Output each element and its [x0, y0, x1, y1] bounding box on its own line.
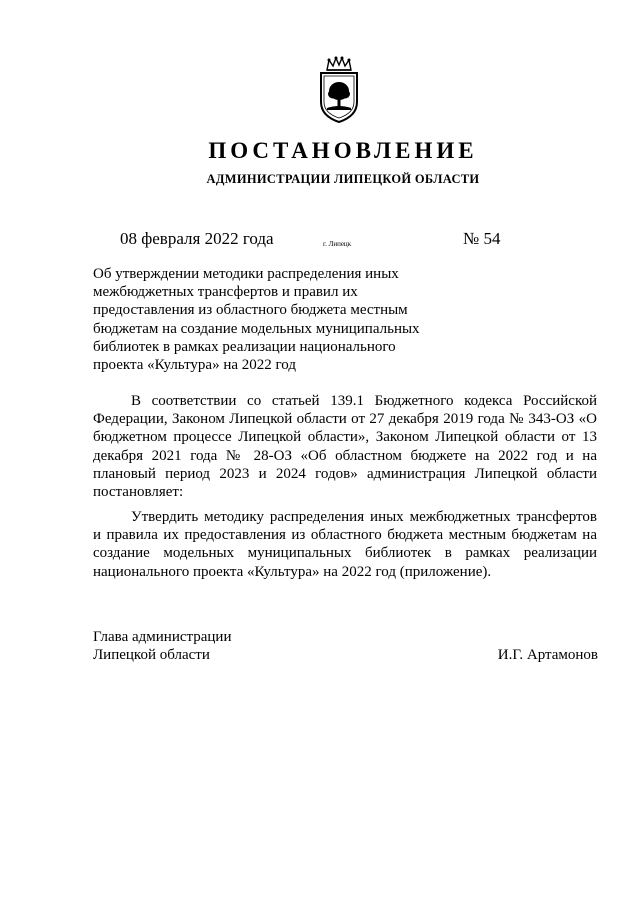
subject-line: межбюджетных трансфертов и правил их	[93, 284, 358, 301]
signer-position	[93, 628, 231, 664]
document-title: ПОСТАНОВЛЕНИЕ	[208, 138, 478, 163]
signer-position-line: Глава администрации	[93, 629, 232, 645]
subject-line: бюджетам на создание модельных муниципальных	[93, 320, 420, 337]
subject-line: Об утверждении методики распределения иных	[93, 266, 399, 282]
signer-name: И.Г. Артамонов	[497, 647, 598, 663]
document-city: г. Липецк	[323, 240, 352, 248]
document-date: 08 февраля 2022 года	[120, 229, 274, 248]
body-paragraph-preamble: В соответствии со статьей 139.1 Бюджетного кодекса Российской Федерации, Законом Липецкой области от 27 декабря 2019 года № 343-ОЗ «О бюджетном процессе Липецкой области», Законом Липецкой области от 13 декабря 2021 года № 28-ОЗ «Об областном бюджете на 2022 год и на плановый период 2023 и 2024 годов» администрация Липецкой области постановляет:	[93, 393, 597, 501]
document-subject	[93, 265, 433, 374]
subject-line: библиотек в рамках реализации национального	[93, 338, 396, 355]
coat-of-arms-icon	[313, 56, 365, 124]
subject-line: проекта «Культура» на 2022 год	[93, 357, 297, 374]
body-paragraph-resolution: Утвердить методику распределения иных межбюджетных трансфертов и правила их предоставления из областного бюджета местным бюджетам на создание модельных муниципальных библиотек в рамках реализации национального проекта «Культура» на 2022 год (приложение).	[93, 509, 597, 580]
document-subtitle: АДМИНИСТРАЦИИ ЛИПЕЦКОЙ ОБЛАСТИ	[206, 172, 480, 186]
subject-line: предоставления из областного бюджета местным	[93, 302, 408, 319]
document-number: № 54	[463, 229, 501, 248]
signer-position-line: Липецкой области	[93, 647, 210, 664]
